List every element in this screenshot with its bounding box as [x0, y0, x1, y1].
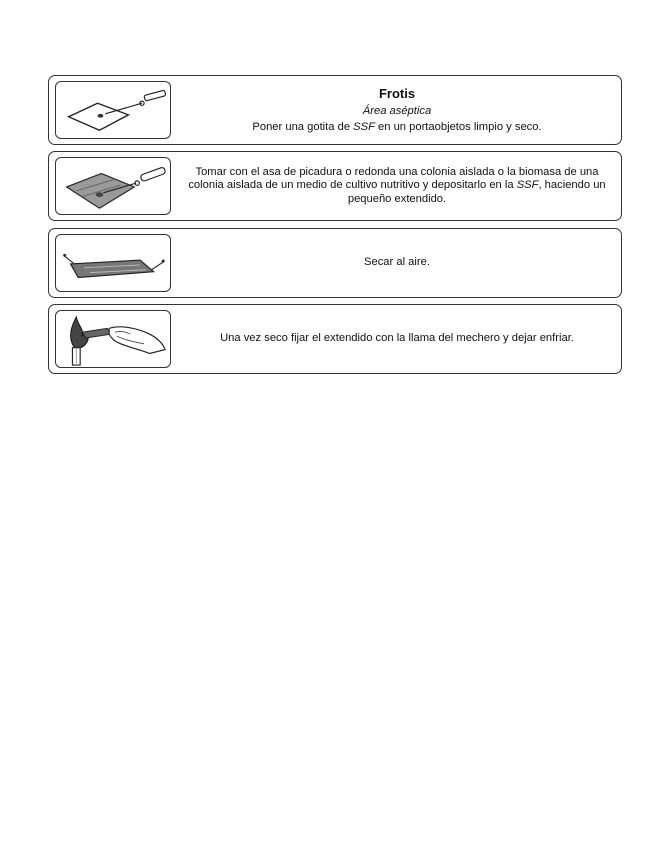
step-3-text	[177, 229, 617, 297]
air-dry-icon	[56, 235, 170, 291]
step-4-text	[177, 305, 617, 373]
step-3-instruction: Secar al aire.	[364, 256, 430, 269]
step-4-instruction: Una vez seco fijar el extendido con la llama del mechero y dejar enfriar.	[220, 332, 574, 345]
step-3-dry	[48, 228, 622, 298]
section-title: Frotis	[378, 86, 416, 102]
step-2-text	[177, 152, 617, 220]
loop-smear-icon	[56, 158, 170, 214]
step-1-frotis	[48, 75, 622, 145]
step-2-smear	[48, 151, 622, 221]
step-1-instruction: Poner una gotita de SSF en un portaobjetos limpio y seco.	[252, 121, 542, 134]
section-subtitle: Área aséptica	[362, 105, 432, 118]
step-2-instruction: Tomar con el asa de picadura o redonda una colonia aislada o la biomasa de una colonia aislada de un medio de cultivo nutritivo y depositarlo en la SSF, haciendo un pequeño extendido.	[188, 165, 606, 205]
step-4-fix	[48, 304, 622, 374]
step-3-image	[55, 234, 171, 292]
flame-fix-icon	[56, 311, 170, 367]
step-2-image	[55, 157, 171, 215]
step-4-image	[55, 310, 171, 368]
slide-drop-icon	[56, 82, 170, 138]
step-1-image	[55, 81, 171, 139]
step-1-text	[177, 76, 617, 144]
